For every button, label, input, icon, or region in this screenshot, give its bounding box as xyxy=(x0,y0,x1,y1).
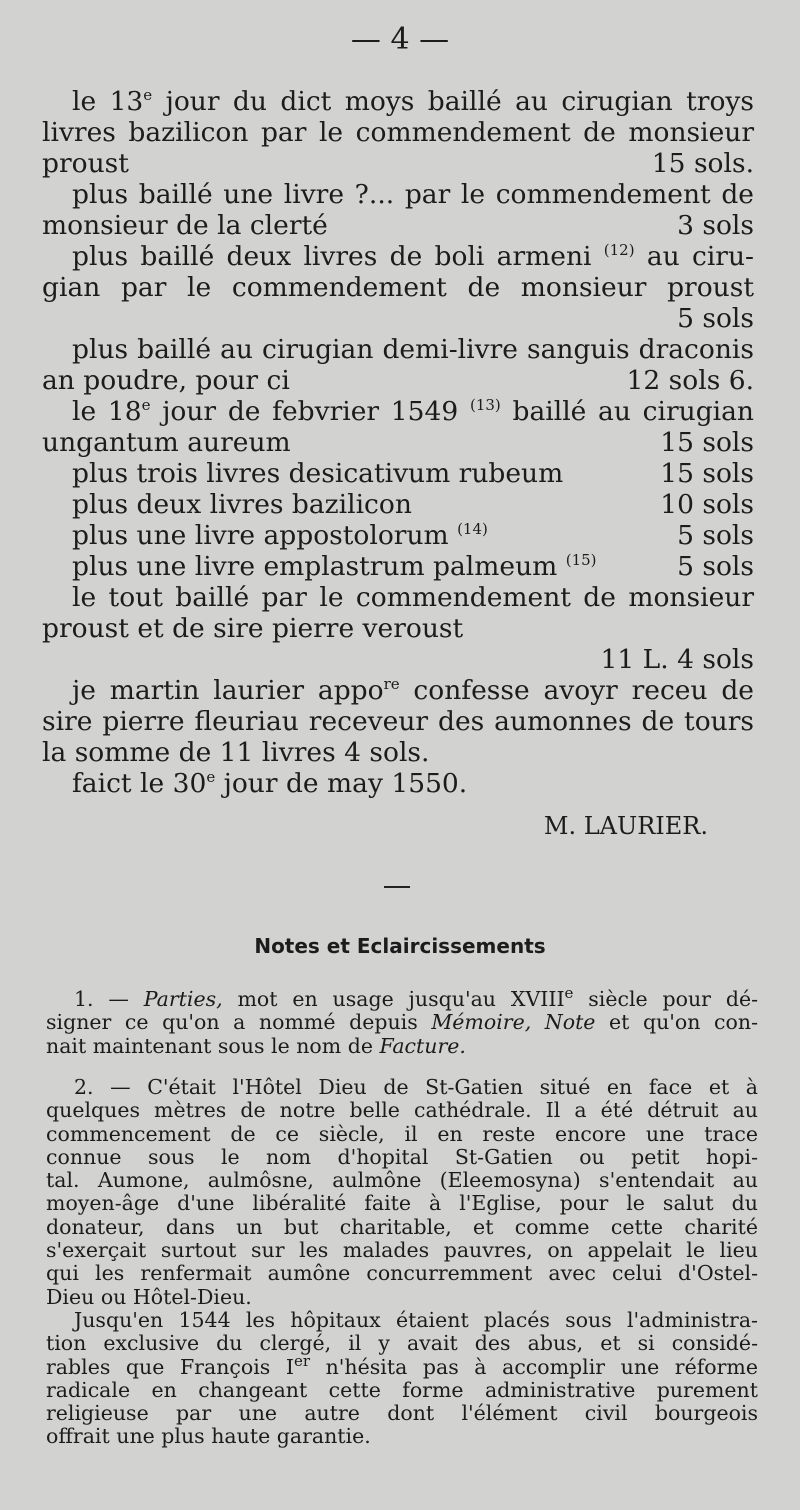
note-line: Jusqu'en 1544 les hôpitaux étaient placés sous l'administra- xyxy=(74,1307,758,1332)
account-line: plus une livre appostolorum $^{(14)}$ 5 sols xyxy=(72,520,754,551)
note-line: connue sous le nom d'hopital St-Gatien ou petit hopi- xyxy=(46,1144,758,1169)
note-line: nait maintenant sous le nom de Facture. xyxy=(46,1033,466,1058)
note-line: radicale en changeant cette forme administrative purement xyxy=(46,1377,758,1402)
note-line: tal. Aumone, aulmôsne, aulmône (Eleemosyna) s'entendait au xyxy=(46,1168,758,1193)
amount: 15 sols xyxy=(660,458,754,489)
account-line: plus baillé deux livres de boli armeni $^{(12)}$ au ciru- xyxy=(72,241,754,272)
note-line: rables que François Ier n'hésita pas à accomplir une réforme xyxy=(46,1351,758,1379)
note-line: 1. — Parties, mot en usage jusqu'au XVIIIe siècle pour dé- xyxy=(74,984,758,1011)
account-line: je martin laurier appo$^{re}$ confesse avoyr receu de xyxy=(72,675,754,706)
account-line: plus deux livres bazilicon 10 sols xyxy=(72,489,754,520)
note-line: 2. — C'était l'Hôtel Dieu de St-Gatien situé en face et à xyxy=(74,1075,758,1099)
note-line: tion exclusive du clergé, il y avait des abus, et si considé- xyxy=(46,1331,758,1356)
account-line: le tout baillé par le commendement de monsieur xyxy=(72,582,754,613)
note-line: commencement de ce siècle, il en reste encore une trace xyxy=(46,1121,758,1146)
account-line: plus baillé au cirugian demi-livre sanguis draconis xyxy=(72,334,754,365)
amount: 5 sols xyxy=(677,520,754,551)
note-line: quelques mètres de notre belle cathédrale. Il a été détruit au xyxy=(46,1098,758,1123)
amount: 12 sols 6. xyxy=(626,365,754,396)
account-line: ungantum aureum 15 sols xyxy=(42,427,754,458)
page-number: — 4 — xyxy=(350,22,450,57)
section-divider xyxy=(384,886,410,888)
amount: 5 sols xyxy=(677,303,754,334)
account-line: an poudre, pour ci 12 sols 6. xyxy=(42,365,754,396)
account-line: sire pierre fleuriau receveur des aumonnes de tours xyxy=(42,706,754,737)
note-line: moyen-âge d'une libéralité faite à l'Eglise, pour le salut du xyxy=(46,1191,758,1216)
total-amount: 11 L. 4 sols xyxy=(600,644,754,675)
account-line: livres bazilicon par le commendement de monsieur xyxy=(42,117,754,148)
note-line: religieuse par une autre dont l'élément civil bourgeois xyxy=(46,1401,758,1426)
notes-text xyxy=(46,1076,758,1449)
account-line: faict le 30e jour de may 1550. xyxy=(72,768,468,799)
account-line: la somme de 11 livres 4 sols. xyxy=(42,737,430,768)
account-line: proust et de sire pierre veroust xyxy=(42,613,464,644)
note-line: offrait une plus haute garantie. xyxy=(46,1424,371,1449)
signature: M. LAURIER. xyxy=(543,812,708,840)
account-text xyxy=(42,86,754,799)
amount: 10 sols xyxy=(660,489,754,520)
amount: 3 sols xyxy=(677,210,754,241)
notes-text xyxy=(46,984,758,1058)
note-line: donateur, dans un but charitable, et comme cette charité xyxy=(46,1214,758,1239)
amount: 5 sols xyxy=(677,551,754,582)
account-line: plus trois livres desicativum rubeum 15 sols xyxy=(72,458,754,489)
account-line: proust 15 sols. xyxy=(42,148,754,179)
account-line: plus baillé une livre ?... par le commendement de xyxy=(72,179,754,210)
note-line: qui les renfermait aumône concurremment avec celui d'Ostel- xyxy=(46,1261,758,1286)
account-line: gian par le commendement de monsieur proust xyxy=(42,272,754,303)
note-line: s'exerçait surtout sur les malades pauvres, on appelait le lieu xyxy=(46,1238,758,1263)
amount: 15 sols. xyxy=(651,148,754,179)
account-line: monsieur de la clerté 3 sols xyxy=(42,210,754,241)
notes-title: Notes et Eclaircissements xyxy=(254,934,546,958)
account-line: plus une livre emplastrum palmeum $^{(15)}$ 5 sols xyxy=(72,551,754,582)
note-line: signer ce qu'on a nommé depuis Mémoire, Note et qu'on con- xyxy=(46,1010,758,1035)
note-line: Dieu ou Hôtel-Dieu. xyxy=(46,1284,252,1309)
account-line: le 13e jour du dict moys baillé au cirugian troys xyxy=(72,86,754,117)
account-line: le 18e jour de febvrier 1549 $^{(13)}$ baillé au cirugian xyxy=(72,396,754,427)
amount: 15 sols xyxy=(660,427,754,458)
